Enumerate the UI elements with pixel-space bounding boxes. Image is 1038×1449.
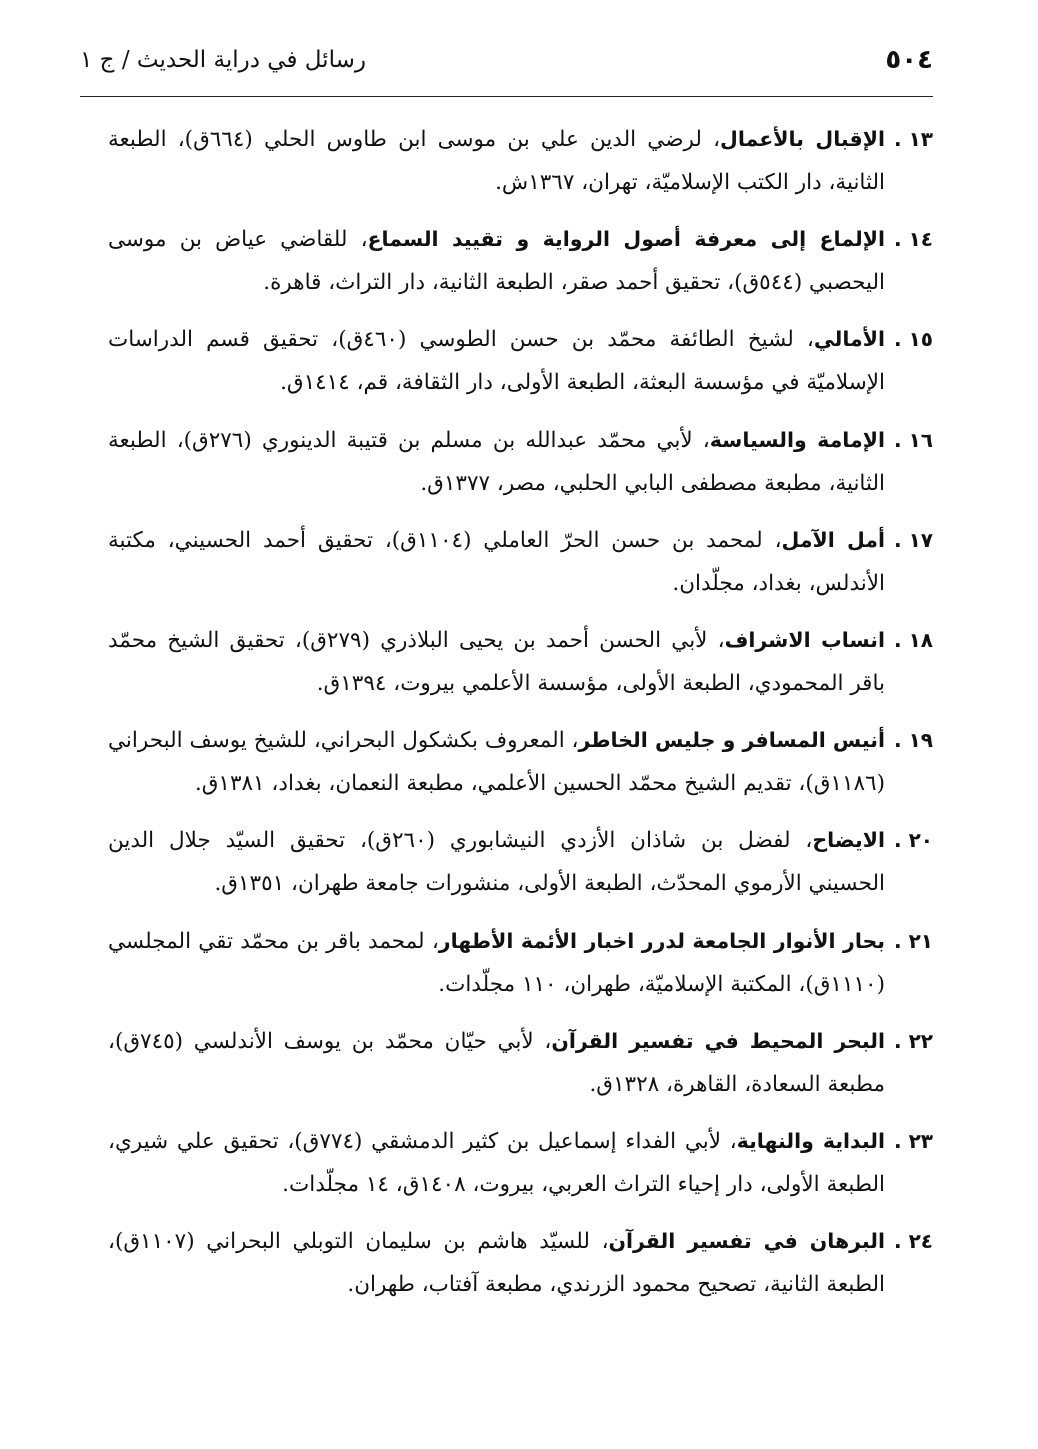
bibliography-entry bbox=[108, 419, 933, 505]
bibliography-entry bbox=[108, 1120, 933, 1206]
entry-text: ، لأبي الفداء إسماعيل بن كثير الدمشقي (٧٧٤ق)، تحقيق علي شيري، الطبعة الأولى، دار إحياء التراث العربي، بيروت، ١٤٠٨ق، ١٤ مجلّدات. bbox=[108, 1128, 885, 1197]
entry-text: ، للقاضي عياض بن موسى اليحصبي (٥٤٤ق)، تحقيق أحمد صقر، الطبعة الثانية، دار التراث، قاهرة. bbox=[108, 227, 885, 296]
entry-body bbox=[108, 920, 885, 1006]
entry-body bbox=[108, 1220, 885, 1306]
entry-body bbox=[108, 1020, 885, 1106]
entry-number: ٢٤ . bbox=[894, 1229, 933, 1254]
entry-body bbox=[108, 619, 885, 705]
entry-number: ١٥ . bbox=[894, 327, 933, 352]
header-rule bbox=[80, 96, 933, 97]
entry-text: ، المعروف بكشكول البحراني، للشيخ يوسف البحراني (١١٨٦ق)، تقديم الشيخ محمّد الحسين الأعلمي، مطبعة النعمان، بغداد، ١٣٨١ق. bbox=[108, 728, 885, 797]
entry-number: ٢٠ . bbox=[894, 828, 933, 853]
entry-number: ١٤ . bbox=[894, 227, 933, 252]
entry-text: ، للسيّد هاشم بن سليمان التوبلي البحراني (١١٠٧ق)، الطبعة الثانية، تصحيح محمود الزرندي، مطبعة آفتاب، طهران. bbox=[108, 1229, 885, 1298]
entry-title: البرهان في تفسير القرآن bbox=[608, 1229, 886, 1254]
entry-title: الإمامة والسياسة bbox=[709, 427, 885, 452]
bibliography-entry bbox=[108, 719, 933, 805]
entry-title: أنيس المسافر و جليس الخاطر bbox=[578, 728, 885, 753]
bibliography-entry bbox=[108, 118, 933, 204]
bibliography-entry bbox=[108, 519, 933, 605]
entry-title: الأمالي bbox=[813, 327, 885, 352]
entry-body bbox=[108, 719, 885, 805]
entry-number: ١٨ . bbox=[894, 627, 933, 652]
entry-title: أمل الآمل bbox=[781, 527, 885, 552]
entry-text: ، لشيخ الطائفة محمّد بن حسن الطوسي (٤٦٠ق)، تحقيق قسم الدراسات الإسلاميّة في مؤسسة البعثة، الطبعة الأولى، دار الثقافة، قم، ١٤١٤ق. bbox=[108, 327, 885, 396]
page-header bbox=[80, 36, 933, 84]
entry-title: الإقبال بالأعمال bbox=[720, 127, 885, 151]
bibliography-entry bbox=[108, 920, 933, 1006]
bibliography-entry bbox=[108, 1020, 933, 1106]
entry-body bbox=[108, 1120, 885, 1206]
entry-number: ١٦ . bbox=[894, 427, 933, 452]
entry-text: ، لفضل بن شاذان الأزدي النيشابوري (٢٦٠ق)، تحقيق السيّد جلال الدين الحسيني الأرموي المحدّث، الطبعة الأولى، منشورات جامعة طهران، ١٣٥١ق. bbox=[108, 828, 885, 897]
entry-body bbox=[108, 419, 885, 505]
entry-title: انساب الاشراف bbox=[724, 627, 885, 652]
bibliography-entry bbox=[108, 619, 933, 705]
entry-title: البحر المحيط في تفسير القرآن bbox=[551, 1028, 885, 1053]
entry-text: ، لمحمد باقر بن محمّد تقي المجلسي (١١١٠ق)، المكتبة الإسلاميّة، طهران، ١١٠ مجلّدات. bbox=[108, 928, 885, 997]
entry-text: ، لأبي الحسن أحمد بن يحيى البلاذري (٢٧٩ق)، تحقيق الشيخ محمّد باقر المحمودي، الطبعة الأولى، مؤسسة الأعلمي بيروت، ١٣٩٤ق. bbox=[108, 627, 885, 696]
bibliography-entry bbox=[108, 218, 933, 304]
entry-body bbox=[108, 318, 885, 404]
entry-body bbox=[108, 218, 885, 304]
entry-number: ١٧ . bbox=[894, 527, 933, 552]
entry-number: ٢١ . bbox=[894, 928, 933, 953]
bibliography-entry bbox=[108, 1220, 933, 1306]
entry-text: ، لرضي الدين علي بن موسى ابن طاوس الحلي (٦٦٤ق)، الطبعة الثانية، دار الكتب الإسلاميّة، تهران، ١٣٦٧ش. bbox=[108, 127, 885, 195]
entry-title: الايضاح bbox=[812, 828, 885, 853]
entry-number: ١٣ . bbox=[894, 127, 933, 151]
entry-title: بحار الأنوار الجامعة لدرر اخبار الأئمة الأطهار bbox=[438, 928, 886, 953]
entry-number: ٢٣ . bbox=[894, 1128, 933, 1153]
entry-number: ١٩ . bbox=[894, 728, 933, 753]
entry-text: ، لمحمد بن حسن الحرّ العاملي (١١٠٤ق)، تحقيق أحمد الحسيني، مكتبة الأندلس، بغداد، مجلّدان. bbox=[108, 527, 885, 596]
entry-body bbox=[108, 819, 885, 905]
bibliography-list bbox=[108, 118, 933, 1320]
entry-text: ، لأبي حيّان محمّد بن يوسف الأندلسي (٧٤٥ق)، مطبعة السعادة، القاهرة، ١٣٢٨ق. bbox=[108, 1028, 885, 1097]
bibliography-entry bbox=[108, 819, 933, 905]
entry-body bbox=[108, 519, 885, 605]
entry-title: الإلماع إلى معرفة أصول الرواية و تقييد السماع bbox=[367, 227, 885, 252]
entry-number: ٢٢ . bbox=[894, 1028, 933, 1053]
page-number: ٥٠٤ bbox=[885, 45, 933, 75]
bibliography-entry bbox=[108, 318, 933, 404]
entry-body bbox=[108, 118, 885, 204]
entry-text: ، لأبي محمّد عبدالله بن مسلم بن قتيبة الدينوري (٢٧٦ق)، الطبعة الثانية، مطبعة مصطفى البابي الحلبي، مصر، ١٣٧٧ق. bbox=[108, 427, 885, 496]
entry-title: البداية والنهاية bbox=[736, 1128, 885, 1153]
running-title: رسائل في دراية الحديث / ج ١ bbox=[80, 47, 366, 73]
